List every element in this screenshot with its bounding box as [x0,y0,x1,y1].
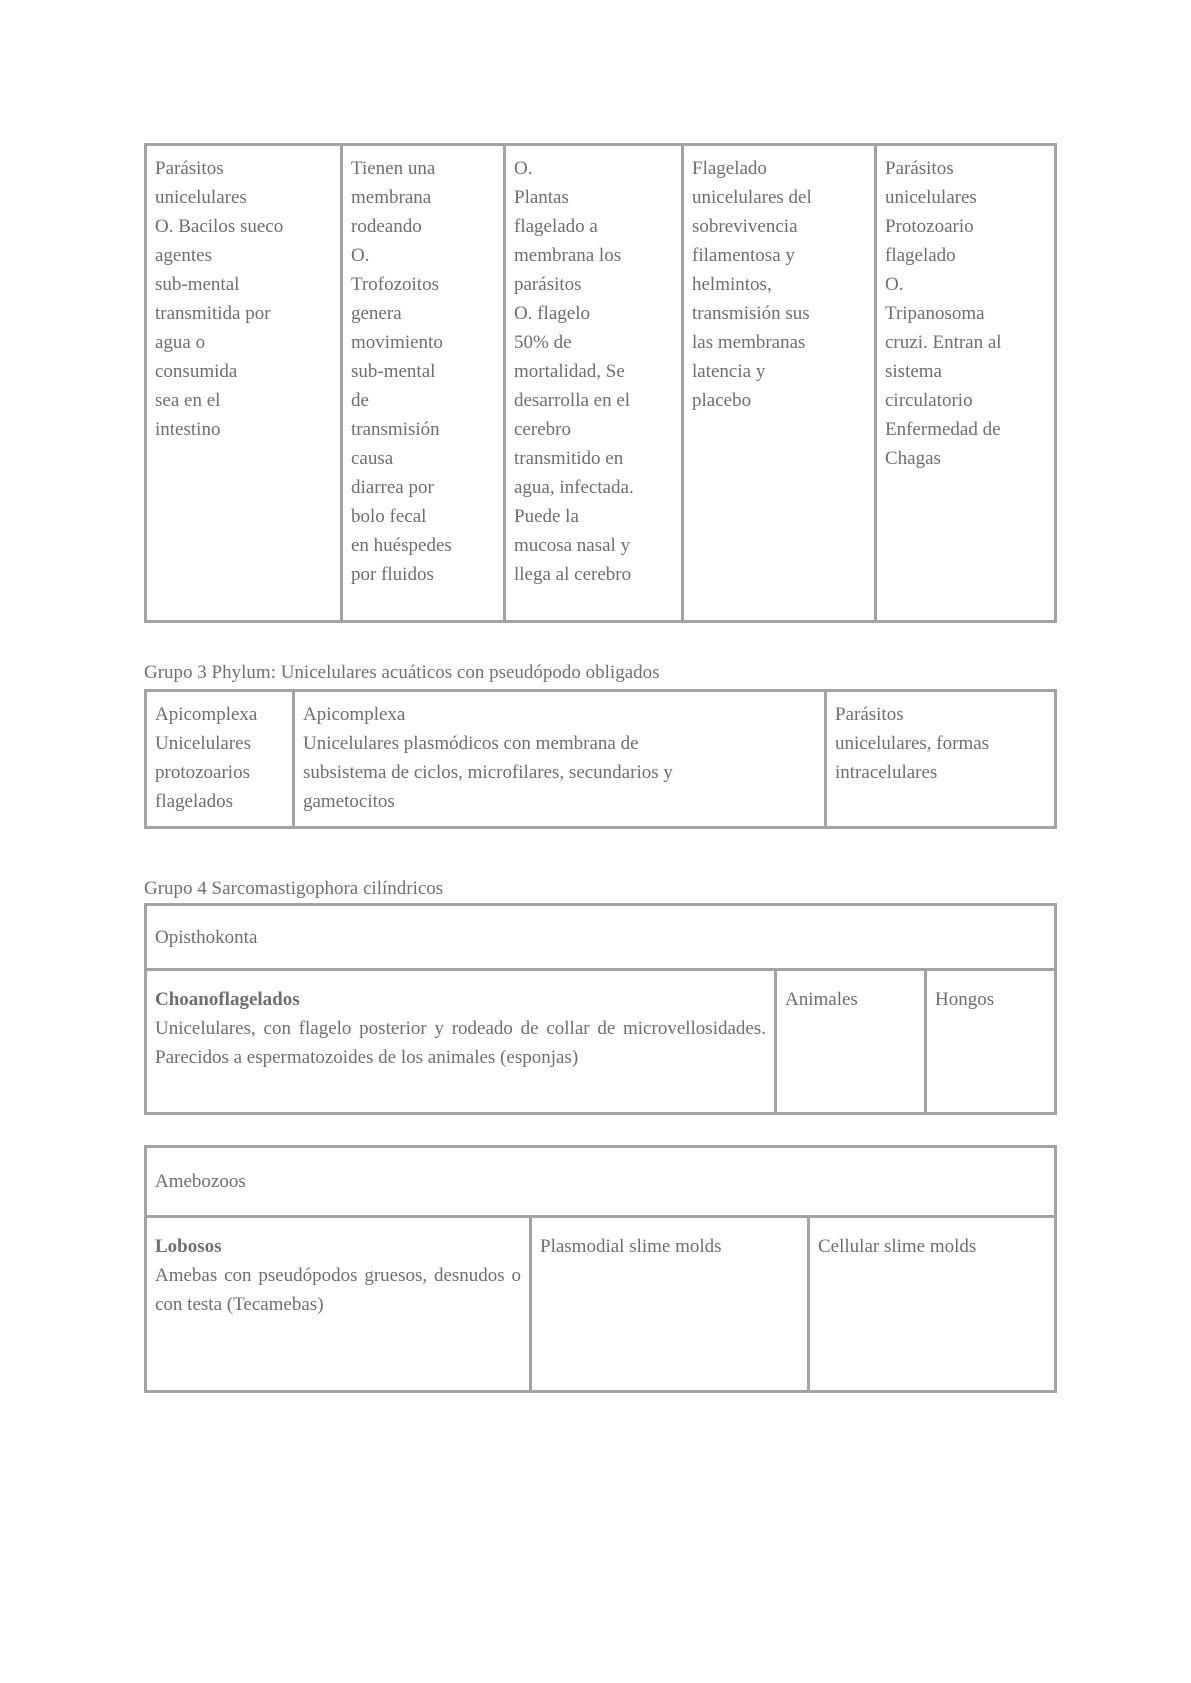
opisthokonta-cell-3 [926,970,1056,1114]
lobosos-title: Lobosos [155,1236,222,1257]
table2-cell-2 [294,691,826,828]
table2-cell-1 [146,691,294,828]
protist-table-top [144,143,1057,623]
opisthokonta-header [146,905,1056,970]
opisthokonta-cell-2 [776,970,926,1114]
amebozoos-table [144,1145,1057,1393]
table1-cell-2 [342,145,505,622]
table1-cell-1-text: Parásitos unicelulares O. Bacilos sueco agentes sub-mental transmitida por agua o consumida sea en el intestino [155,158,284,440]
lobosos-text: Amebas con pseudópodos gruesos, desnudos o con testa (Tecamebas) [155,1265,521,1315]
opisthokonta-table [144,903,1057,1115]
table2-cell-2-text: Apicomplexa Unicelulares plasmódicos con membrana de subsistema de ciclos, microfilares, secundarios y gametocitos [303,704,673,812]
choanoflagelados-title: Choanoflagelados [155,989,300,1010]
amebozoos-cell-3 [809,1217,1056,1392]
table1-cell-5 [876,145,1056,622]
protist-table-group-3 [144,689,1057,829]
hongos-text: Hongos [935,989,995,1010]
amebozoos-header [146,1147,1056,1217]
amebozoos-cell-1 [146,1217,531,1392]
amebozoos-header-text: Amebozoos [155,1171,246,1192]
animales-text: Animales [785,989,858,1010]
amebozoos-cell-2 [531,1217,809,1392]
choanoflagelados-text: Unicelulares, con flagelo posterior y rodeado de collar de microvellosidades. Parecidos a espermatozoides de los animales (esponjas) [155,1018,766,1068]
table1-cell-4 [683,145,876,622]
table-caption-group-4: Grupo 4 Sarcomastigophora cilíndricos [144,878,444,899]
table2-cell-3 [826,691,1056,828]
table1-cell-2-text: Tienen una membrana rodeando O. Trofozoitos genera movimiento sub-mental de transmisión causa diarrea por bolo fecal en huéspedes por fluidos [351,158,452,585]
table-caption-group-3: Grupo 3 Phylum: Unicelulares acuáticos con pseudópodo obligados [144,662,660,683]
table1-cell-3-text: O. Plantas flagelado a membrana los parásitos O. flagelo 50% de mortalidad, Se desarrolla en el cerebro transmitido en agua, infectada. Puede la mucosa nasal y llega al cerebro [514,158,634,585]
table1-cell-3 [505,145,683,622]
table2-cell-1-text: Apicomplexa Unicelulares protozoarios flagelados [155,704,258,812]
table1-cell-4-text: Flagelado unicelulares del sobrevivencia filamentosa y helmintos, transmisión sus las membranas latencia y placebo [692,158,812,411]
table1-cell-5-text: Parásitos unicelulares Protozoario flagelado O. Tripanosoma cruzi. Entran al sistema circulatorio Enfermedad de Chagas [885,158,1002,469]
plasmodial-text: Plasmodial slime molds [540,1236,722,1257]
table1-cell-1 [146,145,342,622]
opisthokonta-header-text: Opisthokonta [155,926,258,948]
table2-cell-3-text: Parásitos unicelulares, formas intracelulares [835,704,990,783]
opisthokonta-cell-1 [146,970,776,1114]
cellular-text: Cellular slime molds [818,1236,977,1257]
